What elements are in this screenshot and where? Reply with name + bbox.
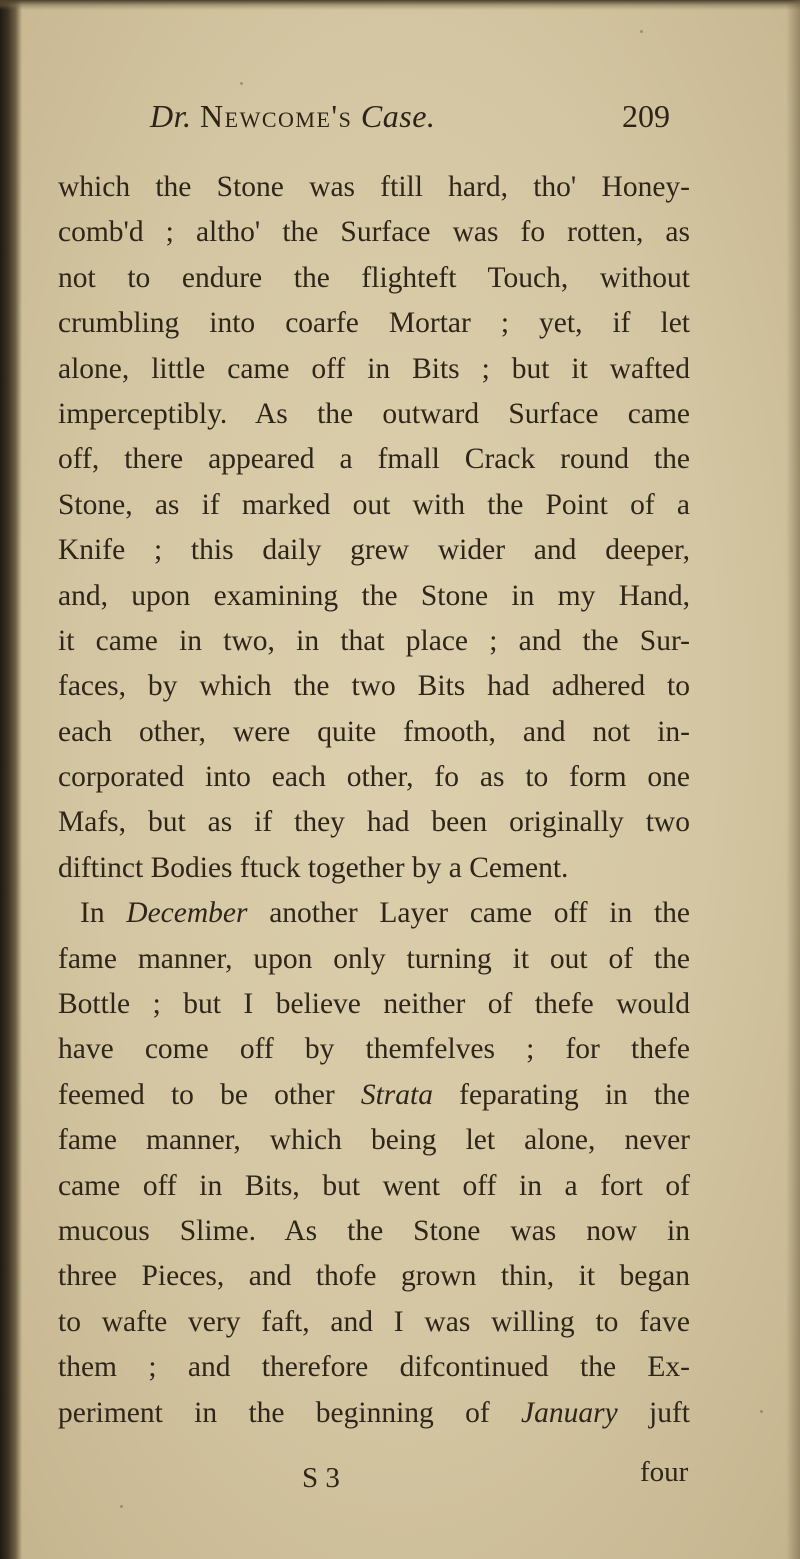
text-line: imperceptibly. As the outward Surface came <box>58 397 690 430</box>
text-line: alone, little came off in Bits ; but it wafted <box>58 352 690 385</box>
paper-speck <box>640 30 643 33</box>
text-line: have come off by themfelves ; for thefe <box>58 1033 690 1066</box>
text-line: them ; and therefore difcontinued the Ex- <box>58 1351 690 1384</box>
paper-speck <box>760 1410 763 1413</box>
running-title-suffix: Case. <box>360 98 436 134</box>
text-line: off, there appeared a fmall Crack round the <box>58 443 690 476</box>
book-spine-shadow <box>0 0 22 1559</box>
text-line: Knife ; this daily grew wider and deeper, <box>58 534 690 567</box>
catchword: four <box>640 1456 689 1488</box>
paper-speck <box>240 82 243 85</box>
text-line: feemed to be other Strata feparating in the <box>58 1078 690 1111</box>
running-title-prefix: Dr. <box>150 98 192 134</box>
text-line: it came in two, in that place ; and the Sur- <box>58 624 690 657</box>
text-line: mucous Slime. As the Stone was now in <box>58 1214 690 1247</box>
text-line: comb'd ; altho' the Surface was fo rotten, as <box>58 216 690 249</box>
text-line: which the Stone was ftill hard, tho' Honey- <box>58 171 690 203</box>
text-line: diftinct Bodies ftuck together by a Cement. <box>58 851 569 884</box>
running-title <box>150 98 435 135</box>
text-line: corporated into each other, fo as to form one <box>58 761 690 794</box>
page-number: 209 <box>622 98 670 134</box>
page-right-edge <box>786 0 800 1559</box>
running-header <box>150 98 670 148</box>
text-line: each other, were quite fmooth, and not in- <box>58 715 690 748</box>
text-line: to wafte very faft, and I was willing to fave <box>58 1305 690 1338</box>
text-line: fame manner, which being let alone, never <box>58 1124 690 1157</box>
text-line: three Pieces, and thofe grown thin, it began <box>58 1260 690 1293</box>
running-title-name: Newcome's <box>200 98 353 134</box>
text-line: not to endure the flighteft Touch, without <box>58 261 690 294</box>
text-line: periment in the beginning of January juft <box>58 1396 690 1429</box>
text-line: Bottle ; but I believe neither of thefe would <box>58 988 690 1021</box>
body-text <box>58 165 690 1436</box>
text-line: came off in Bits, but went off in a fort of <box>58 1169 690 1202</box>
text-line: Stone, as if marked out with the Point of a <box>58 488 690 521</box>
text-line: crumbling into coarfe Mortar ; yet, if let <box>58 307 690 340</box>
page-top-edge <box>0 0 800 10</box>
paragraph-start-line: In December another Layer came off in the <box>80 897 690 930</box>
text-line: Mafs, but as if they had been originally two <box>58 806 690 839</box>
text-line: and, upon examining the Stone in my Hand, <box>58 579 690 612</box>
text-line: fame manner, upon only turning it out of the <box>58 942 690 975</box>
paper-speck <box>120 1505 123 1508</box>
text-line: faces, by which the two Bits had adhered to <box>58 670 690 703</box>
signature-mark: S 3 <box>302 1462 340 1494</box>
